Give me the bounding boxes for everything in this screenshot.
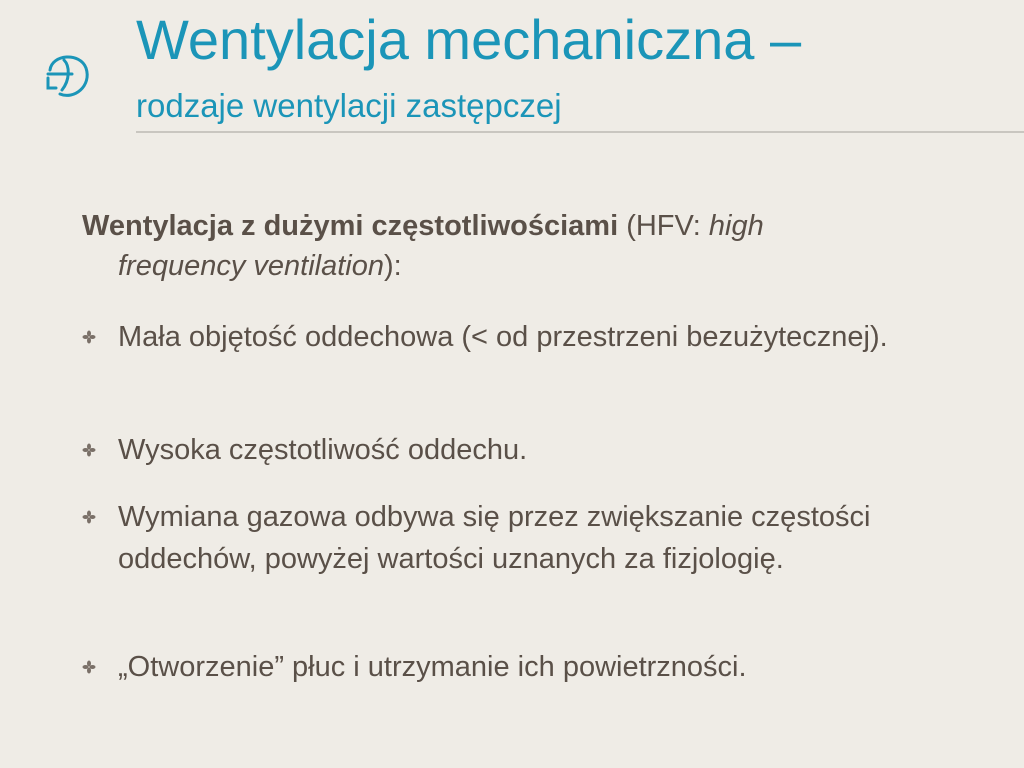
slide-subtitle: rodzaje wentylacji zastępczej (136, 87, 562, 124)
bullet-text: Wysoka częstotliwość oddechu. (118, 434, 528, 466)
intro-italic-high: high (708, 210, 764, 242)
bullet-text: Mała objętość oddechowa (< od przestrzeni bezużytecznej). (118, 321, 888, 353)
slide-title: Wentylacja mechaniczna – (136, 8, 802, 71)
bullet-item (82, 316, 888, 358)
four-petal-bullet-icon (82, 443, 96, 457)
bullet-text: „Otworzenie” płuc i utrzymanie ich powietrzności. (118, 651, 747, 683)
intro-paragraph (82, 206, 962, 286)
four-petal-bullet-icon (82, 510, 96, 524)
title-divider (136, 131, 1024, 133)
intro-paren-open: (HFV: (618, 210, 709, 242)
bullet-item (82, 429, 527, 471)
four-petal-bullet-icon (82, 660, 96, 674)
intro-paren-close: ): (384, 250, 402, 282)
four-petal-bullet-icon (82, 330, 96, 344)
bullet-text: Wymiana gazowa odbywa się przez zwiększanie częstości oddechów, powyżej wartości uznanych za fizjologię. (118, 501, 871, 575)
intro-italic-frequency: frequency ventilation (118, 250, 384, 282)
leaf-circle-logo-icon (38, 44, 94, 104)
bullet-item (82, 646, 747, 688)
intro-bold-text: Wentylacja z dużymi częstotliwościami (82, 210, 619, 242)
bullet-item (82, 496, 982, 580)
